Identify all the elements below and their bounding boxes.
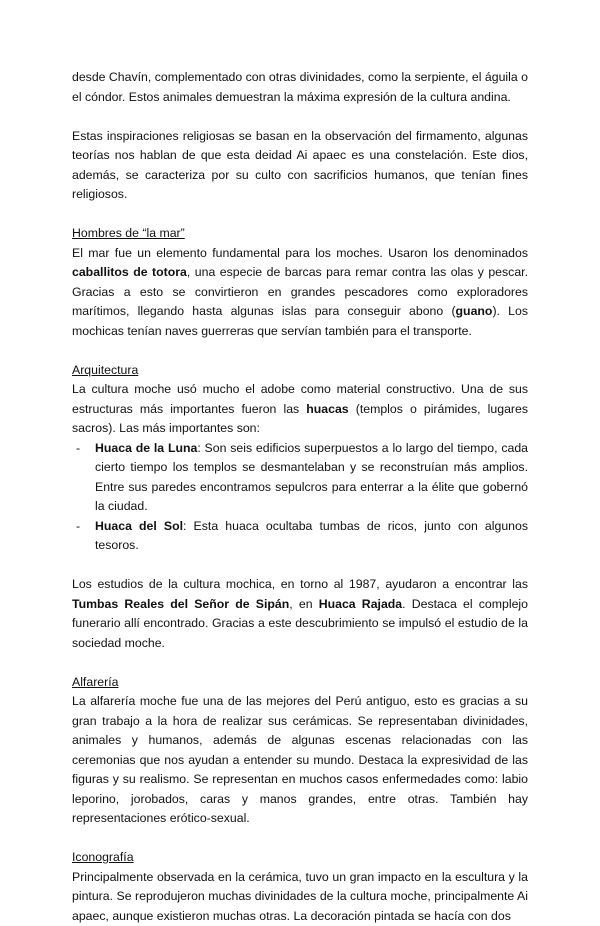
heading-iconografia: Iconografía [72,848,528,868]
paragraph-intro: desde Chavín, complementado con otras divinidades, como la serpiente, el águila o el cóndor. Estos animales demuestran la máxima expresión de la cultura andina. [72,68,528,107]
arq-text-2: (templos o pirámides, lugares sacros). Las más importantes son: [72,402,528,436]
huaca-sol-text: : Esta huaca ocultaba tumbas de ricos, junto con algunos tesoros. [95,519,528,553]
paragraph-iconografia: Principalmente observada en la cerámica, tuvo un gran impacto en la escultura y la pintura. Se reprodujeron muchas divinidades de la cultura moche, principalmente Ai apaec, aunque existieron muchas otras. La decoración pintada se hacía con dos [72,868,528,926]
tumbas-text-1: Los estudios de la cultura mochica, en torno al 1987, ayudaron a encontrar las [72,577,528,591]
paragraph-arquitectura [72,380,528,439]
mar-text-2: , una especie de barcas para remar contra las olas y pescar. Gracias a esto se convirtieron en grandes pescadores como exploradores marítimos, llegando hasta algunas islas para conseguir abono ( [72,265,528,318]
tumbas-bold-sipan: Tumbas Reales del Señor de Sipán [72,597,289,611]
huaca-sol-title: Huaca del Sol [95,519,183,533]
paragraph-tumbas [72,575,528,653]
tumbas-bold-huaca-rajada: Huaca Rajada [319,597,402,611]
tumbas-text-2: , en [289,597,318,611]
arq-bold-huacas: huacas [306,402,348,416]
list-dash: - [76,517,80,537]
huaca-luna-text: : Son seis edificios superpuestos a lo largo del tiempo, cada cierto tiempo los templos se desmantelaban y se reconstruían más amplios. Entre sus paredes encontramos sepulcros para enterrar a la élite que gobernó la ciudad. [95,441,528,514]
mar-text-3: ). Los mochicas tenían naves guerreras que servían también para el transporte. [72,304,528,338]
mar-bold-guano: guano [456,304,493,318]
mar-text-1: El mar fue un elemento fundamental para los moches. Usaron los denominados [72,246,528,260]
mar-bold-caballitos: caballitos de totora [72,265,187,279]
arq-text-1: La cultura moche usó mucho el adobe como material constructivo. Una de sus estructuras más importantes fueron las [72,382,528,416]
heading-hombres-de-la-mar: Hombres de “la mar” [72,224,528,244]
paragraph-mar [72,244,528,342]
list-item-huaca-sol [72,517,528,556]
document-page [72,68,528,926]
list-item-huaca-luna [72,439,528,517]
huacas-list [72,439,528,556]
tumbas-text-3: . Destaca el complejo funerario allí encontrado. Gracias a este descubrimiento se impulsó el estudio de la sociedad moche. [72,597,528,650]
paragraph-religion: Estas inspiraciones religiosas se basan en la observación del firmamento, algunas teorías nos hablan de que esta deidad Ai apaec es una constelación. Este dios, además, se caracteriza por su culto con sacrificios humanos, que tenían fines religiosos. [72,127,528,205]
heading-alfareria: Alfarería [72,673,528,693]
list-dash: - [76,439,80,459]
heading-arquitectura: Arquitectura [72,361,528,381]
huaca-luna-title: Huaca de la Luna [95,441,197,455]
paragraph-alfareria: La alfarería moche fue una de las mejores del Perú antiguo, esto es gracias a su gran trabajo a la hora de realizar sus cerámicas. Se representaban divinidades, animales y humanos, además de algunas escenas relacionadas con las ceremonias que nos ayudan a entender su mundo. Destaca la expresividad de las figuras y su realismo. Se representan en muchos casos enfermedades como: labio leporino, jorobados, caras y manos grandes, entre otras. También hay representaciones erótico-sexual. [72,692,528,829]
